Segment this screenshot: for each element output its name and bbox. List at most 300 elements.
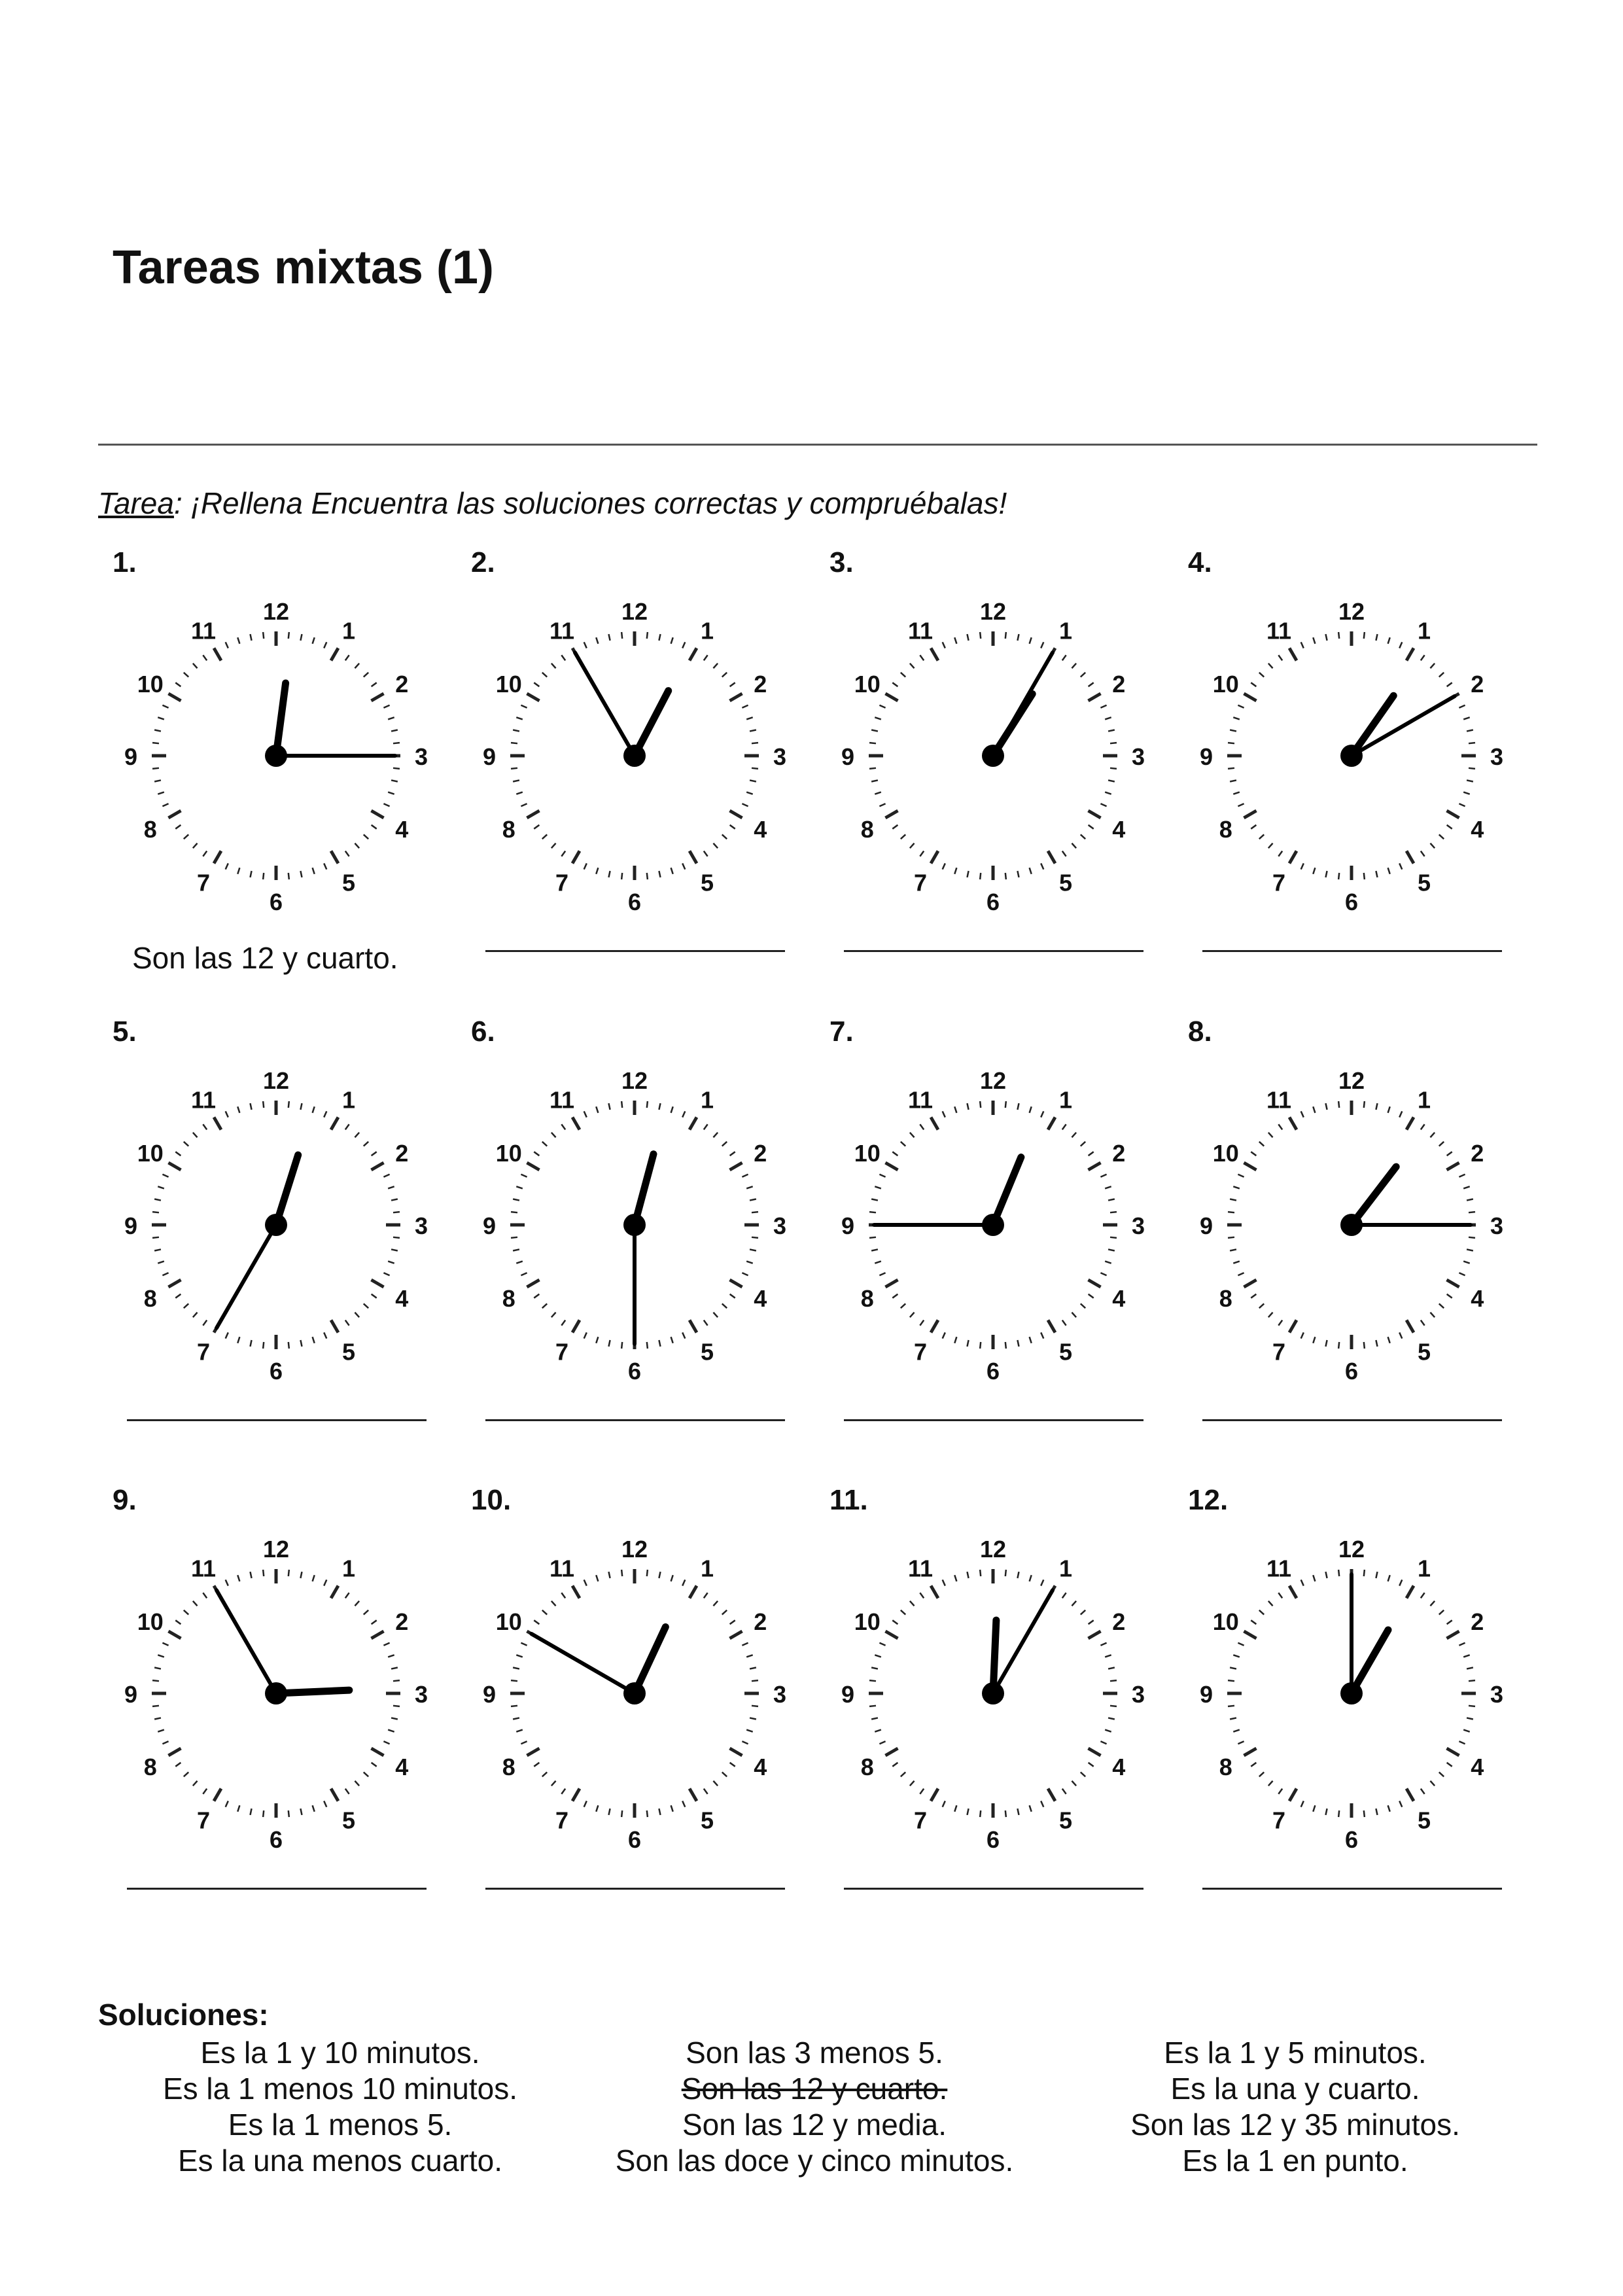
minute-tick — [542, 673, 547, 677]
dial-number: 11 — [1266, 617, 1292, 645]
clock-center — [623, 745, 646, 767]
minute-tick — [682, 1580, 685, 1585]
minute-tick — [1459, 1174, 1465, 1177]
clock-face — [829, 592, 1157, 919]
exercise-number: 12. — [1188, 1484, 1229, 1516]
minute-tick — [1268, 843, 1273, 848]
minute-tick — [1388, 1337, 1390, 1343]
dial-number: 10 — [854, 1140, 881, 1167]
minute-tick — [393, 1237, 400, 1238]
dial-number: 2 — [754, 1608, 767, 1635]
minute-tick — [671, 1575, 673, 1581]
minute-tick — [1105, 792, 1111, 794]
minute-tick — [1041, 1332, 1043, 1338]
dial-number: 3 — [773, 743, 787, 770]
minute-hand — [217, 1225, 276, 1328]
minute-tick — [1072, 843, 1076, 848]
minute-tick — [1376, 1572, 1377, 1578]
exercise-number: 5. — [113, 1016, 137, 1048]
minute-tick — [355, 1781, 359, 1786]
minute-tick — [511, 768, 517, 769]
clock-center — [1340, 1214, 1363, 1236]
minute-tick — [388, 1262, 394, 1263]
minute-tick — [551, 843, 556, 848]
minute-tick — [1313, 1805, 1315, 1812]
minute-tick — [534, 1294, 539, 1298]
minute-tick — [1399, 642, 1402, 648]
dial-number: 3 — [1490, 1681, 1504, 1708]
minute-tick — [1089, 825, 1094, 829]
minute-tick — [621, 1342, 622, 1349]
minute-tick — [1338, 1810, 1339, 1817]
hour-tick — [168, 1163, 181, 1170]
minute-tick — [193, 1313, 198, 1317]
minute-tick — [704, 655, 708, 660]
minute-tick — [682, 1332, 685, 1338]
dial-number: 6 — [627, 1826, 642, 1853]
clock-face — [471, 592, 798, 919]
minute-tick — [1430, 1133, 1435, 1137]
dial-number: 4 — [1112, 1754, 1126, 1780]
dial-number: 2 — [395, 1140, 409, 1167]
minute-tick — [647, 1810, 648, 1817]
minute-tick — [713, 1781, 718, 1786]
task-instruction — [98, 486, 1007, 521]
minute-tick — [713, 1133, 718, 1137]
minute-tick — [871, 1718, 878, 1719]
answer-line[interactable] — [1202, 1888, 1502, 1890]
minute-tick — [875, 1262, 881, 1263]
hour-tick — [885, 1631, 898, 1638]
minute-tick — [1230, 1249, 1236, 1250]
minute-tick — [1447, 825, 1452, 829]
answer-line[interactable] — [1202, 1419, 1502, 1421]
minute-tick — [1268, 1313, 1273, 1317]
minute-tick — [659, 871, 660, 877]
minute-tick — [313, 1106, 315, 1113]
minute-hand — [993, 652, 1053, 756]
answer-line[interactable] — [127, 1888, 427, 1890]
hour-tick — [729, 1748, 742, 1756]
hour-tick — [931, 1320, 938, 1332]
clock-face — [1188, 1061, 1515, 1388]
hour-tick — [885, 1748, 898, 1756]
minute-tick — [647, 1101, 648, 1108]
minute-tick — [1268, 1601, 1273, 1606]
dial-number: 9 — [482, 1681, 497, 1708]
minute-tick — [1313, 637, 1315, 644]
minute-tick — [388, 717, 394, 719]
minute-tick — [516, 717, 523, 719]
minute-tick — [1364, 1101, 1365, 1108]
task-label: Tarea — [98, 486, 174, 520]
hour-tick — [729, 811, 742, 818]
minute-tick — [250, 1103, 251, 1110]
minute-tick — [869, 1237, 876, 1238]
hour-tick — [331, 648, 338, 660]
minute-tick — [742, 804, 748, 806]
dial-number: 1 — [341, 1555, 356, 1582]
minute-tick — [1467, 730, 1473, 731]
hour-tick — [572, 851, 580, 863]
minute-tick — [742, 1273, 748, 1275]
clock-face — [113, 1061, 440, 1388]
minute-tick — [237, 868, 239, 874]
hour-tick — [1406, 851, 1414, 863]
minute-tick — [1399, 1801, 1402, 1807]
minute-tick — [263, 873, 264, 879]
minute-tick — [372, 1294, 377, 1298]
minute-tick — [730, 825, 735, 829]
minute-tick — [383, 804, 389, 806]
minute-tick — [1259, 1303, 1264, 1308]
answer-line[interactable] — [844, 950, 1143, 952]
minute-tick — [534, 682, 539, 686]
minute-tick — [513, 1249, 519, 1250]
clock-center — [1340, 1682, 1363, 1704]
minute-tick — [1376, 871, 1377, 877]
hour-tick — [1446, 811, 1459, 818]
minute-tick — [516, 1186, 523, 1188]
minute-tick — [184, 1303, 188, 1308]
minute-tick — [954, 1337, 956, 1343]
dial-number: 8 — [860, 1285, 874, 1312]
hour-tick — [1088, 1163, 1100, 1170]
minute-tick — [511, 1680, 517, 1681]
answer-line[interactable] — [485, 1419, 785, 1421]
minute-tick — [671, 1805, 673, 1812]
minute-tick — [1228, 1237, 1234, 1238]
minute-tick — [621, 1810, 622, 1817]
dial-number: 9 — [124, 1681, 138, 1708]
hour-tick — [729, 1163, 742, 1170]
minute-tick — [1439, 1772, 1444, 1776]
minute-tick — [226, 1111, 228, 1117]
dial-number: 11 — [907, 1555, 934, 1582]
clock-exercise — [471, 1484, 811, 1955]
task-text: : ¡Rellena Encuentra las soluciones correctas y compruébalas! — [173, 486, 1007, 520]
dial-number: 3 — [773, 1681, 787, 1708]
minute-tick — [730, 1294, 735, 1298]
dial-number: 10 — [137, 1608, 164, 1635]
minute-tick — [383, 1174, 389, 1177]
minute-tick — [263, 1342, 264, 1349]
minute-tick — [621, 632, 622, 639]
minute-tick — [1469, 768, 1475, 769]
hour-tick — [1048, 1117, 1055, 1129]
minute-tick — [920, 1124, 924, 1129]
clock-face — [829, 1061, 1157, 1388]
minute-tick — [1463, 1186, 1470, 1188]
minute-tick — [1089, 1763, 1094, 1767]
solution-item: Es la 1 y 5 minutos. — [1164, 2036, 1427, 2070]
minute-tick — [1399, 1111, 1402, 1117]
minute-tick — [1089, 682, 1094, 686]
dial-number: 10 — [1212, 671, 1239, 698]
minute-tick — [162, 1741, 168, 1744]
minute-tick — [193, 843, 198, 848]
hour-tick — [168, 811, 181, 818]
minute-tick — [158, 1655, 164, 1657]
minute-tick — [1301, 1801, 1304, 1807]
dial-number: 9 — [482, 743, 497, 770]
clock-exercise — [829, 546, 1170, 1017]
minute-tick — [1463, 792, 1470, 794]
minute-tick — [534, 825, 539, 829]
minute-tick — [1017, 1809, 1019, 1815]
minute-tick — [752, 1680, 758, 1681]
minute-tick — [372, 825, 377, 829]
minute-tick — [647, 1570, 648, 1576]
minute-tick — [1030, 1575, 1032, 1581]
minute-tick — [1089, 1152, 1094, 1156]
dial-number: 1 — [700, 1555, 714, 1582]
dial-number: 5 — [341, 1807, 356, 1834]
hour-tick — [1406, 1788, 1414, 1801]
minute-tick — [1251, 1620, 1256, 1624]
minute-tick — [1108, 1718, 1115, 1719]
minute-tick — [393, 1680, 400, 1681]
minute-tick — [746, 1186, 753, 1188]
minute-tick — [682, 1111, 685, 1117]
minute-tick — [1100, 804, 1106, 806]
dial-number: 4 — [1471, 1754, 1484, 1780]
minute-tick — [300, 1340, 302, 1347]
minute-tick — [1030, 1805, 1032, 1812]
dial-number: 5 — [1058, 869, 1073, 896]
minute-tick — [1268, 663, 1273, 668]
hour-tick — [931, 648, 938, 660]
minute-tick — [1388, 1805, 1390, 1812]
minute-tick — [521, 1174, 527, 1177]
clock-center — [265, 1682, 287, 1704]
minute-tick — [1278, 1593, 1282, 1598]
dial-number: 11 — [1266, 1086, 1292, 1114]
minute-tick — [671, 1106, 673, 1113]
minute-tick — [263, 632, 264, 639]
minute-tick — [1230, 1718, 1236, 1719]
minute-tick — [871, 780, 878, 781]
dial-number: 5 — [1417, 1338, 1431, 1366]
solution-item: Es la 1 en punto. — [1182, 2144, 1408, 2178]
answer-line[interactable] — [844, 1419, 1143, 1421]
hour-tick — [214, 851, 221, 863]
minute-tick — [516, 1262, 523, 1263]
minute-tick — [1030, 868, 1032, 874]
answer-line[interactable] — [127, 1419, 427, 1421]
dial-number: 7 — [913, 869, 928, 896]
clock-exercise — [1188, 546, 1528, 1017]
minute-tick — [1278, 1320, 1282, 1326]
minute-tick — [561, 1789, 565, 1794]
dial-number: 10 — [1212, 1608, 1239, 1635]
minute-tick — [158, 1730, 164, 1732]
hour-tick — [1406, 1320, 1414, 1332]
dial-number: 2 — [1112, 1608, 1126, 1635]
answer-line[interactable] — [1202, 950, 1502, 952]
solution-item: Es la 1 menos 5. — [228, 2108, 453, 2142]
dial-number: 12 — [621, 1536, 648, 1563]
minute-tick — [608, 1572, 610, 1578]
minute-tick — [659, 634, 660, 641]
hour-tick — [1048, 1788, 1055, 1801]
minute-tick — [288, 1810, 289, 1817]
minute-tick — [742, 1741, 748, 1744]
minute-tick — [1251, 1763, 1256, 1767]
minute-tick — [746, 1655, 753, 1657]
dial-number: 8 — [1219, 816, 1232, 843]
hour-tick — [331, 851, 338, 863]
hour-tick — [371, 694, 383, 701]
minute-tick — [1081, 834, 1085, 839]
hour-tick — [371, 1631, 383, 1638]
minute-tick — [901, 1303, 905, 1308]
minute-tick — [152, 768, 159, 769]
minute-tick — [704, 1593, 708, 1598]
minute-tick — [1233, 1655, 1240, 1657]
minute-tick — [1376, 1103, 1377, 1110]
dial-number: 6 — [627, 889, 642, 915]
dial-number: 9 — [1199, 1212, 1213, 1239]
minute-tick — [1463, 1730, 1470, 1732]
minute-tick — [250, 634, 251, 641]
dial-number: 2 — [1112, 1140, 1126, 1167]
minute-tick — [542, 1772, 547, 1776]
minute-tick — [967, 871, 968, 877]
answer-line[interactable] — [844, 1888, 1143, 1890]
dial-number: 12 — [621, 598, 648, 625]
minute-tick — [584, 1111, 587, 1117]
minute-tick — [154, 1199, 161, 1200]
minute-tick — [1463, 717, 1470, 719]
hour-tick — [527, 811, 539, 818]
minute-tick — [364, 1772, 368, 1776]
minute-tick — [203, 1320, 207, 1326]
exercise-number: 1. — [113, 546, 137, 578]
minute-tick — [237, 1575, 239, 1581]
minute-tick — [152, 1680, 159, 1681]
minute-tick — [879, 804, 885, 806]
minute-tick — [184, 673, 188, 677]
minute-hand — [531, 1634, 635, 1693]
minute-tick — [943, 863, 945, 869]
hour-tick — [1244, 1280, 1256, 1287]
dial-number: 4 — [395, 1754, 409, 1780]
answer-line[interactable] — [485, 950, 785, 952]
minute-hand — [575, 652, 635, 756]
minute-tick — [288, 873, 289, 879]
minute-tick — [175, 1152, 181, 1156]
hour-tick — [1406, 1585, 1414, 1598]
hour-tick — [885, 1163, 898, 1170]
minute-tick — [158, 1262, 164, 1263]
hour-tick — [1048, 851, 1055, 863]
hour-tick — [1289, 1585, 1297, 1598]
minute-tick — [1364, 873, 1365, 879]
minute-tick — [1062, 1320, 1066, 1326]
minute-tick — [561, 1124, 565, 1129]
hour-tick — [572, 1117, 580, 1129]
minute-tick — [730, 682, 735, 686]
minute-tick — [980, 1101, 981, 1108]
minute-tick — [954, 637, 956, 644]
dial-number: 10 — [854, 671, 881, 698]
minute-tick — [1017, 1103, 1019, 1110]
clock-center — [265, 1214, 287, 1236]
minute-tick — [1338, 1101, 1339, 1108]
dial-number: 11 — [549, 1086, 575, 1114]
minute-tick — [910, 1313, 915, 1317]
dial-number: 12 — [621, 1067, 648, 1094]
minute-tick — [383, 1643, 389, 1646]
solution-item: Es la 1 menos 10 minutos. — [162, 2072, 518, 2106]
hour-tick — [168, 1748, 181, 1756]
minute-tick — [875, 792, 881, 794]
minute-tick — [1072, 1133, 1076, 1137]
minute-tick — [1041, 642, 1043, 648]
hour-tick — [1446, 1748, 1459, 1756]
hour-tick — [527, 1163, 539, 1170]
minute-tick — [967, 1572, 968, 1578]
minute-tick — [313, 1575, 315, 1581]
clock-face — [113, 1530, 440, 1857]
dial-number: 4 — [1112, 816, 1126, 843]
minute-tick — [1325, 1809, 1327, 1815]
minute-tick — [1325, 1572, 1327, 1578]
minute-tick — [1301, 863, 1304, 869]
minute-hand — [217, 1590, 276, 1693]
minute-tick — [1030, 1106, 1032, 1113]
solutions-column — [98, 2035, 582, 2179]
hour-tick — [1244, 694, 1256, 701]
minute-tick — [263, 1810, 264, 1817]
dial-number: 12 — [1338, 598, 1365, 625]
minute-tick — [1421, 1593, 1425, 1598]
minute-tick — [875, 1186, 881, 1188]
minute-tick — [1089, 1620, 1094, 1624]
minute-tick — [345, 1124, 349, 1129]
minute-tick — [521, 1643, 527, 1646]
minute-tick — [1301, 1332, 1304, 1338]
minute-tick — [892, 1152, 898, 1156]
dial-number: 8 — [143, 1285, 157, 1312]
minute-tick — [892, 682, 898, 686]
minute-tick — [1259, 1772, 1264, 1776]
answer-line[interactable] — [485, 1888, 785, 1890]
minute-tick — [1447, 1763, 1452, 1767]
minute-tick — [355, 1601, 359, 1606]
dial-number: 8 — [860, 816, 874, 843]
dial-number: 10 — [854, 1608, 881, 1635]
minute-tick — [980, 873, 981, 879]
minute-tick — [869, 1680, 876, 1681]
minute-tick — [391, 1249, 398, 1250]
minute-tick — [1072, 1601, 1076, 1606]
minute-tick — [596, 1575, 598, 1581]
minute-tick — [1041, 863, 1043, 869]
minute-tick — [383, 705, 389, 708]
minute-tick — [659, 1340, 660, 1347]
hour-tick — [689, 648, 697, 660]
dial-number: 5 — [700, 1807, 714, 1834]
minute-tick — [175, 825, 181, 829]
minute-tick — [1313, 1337, 1315, 1343]
hour-tick — [572, 1788, 580, 1801]
minute-tick — [1251, 682, 1256, 686]
hour-tick — [331, 1788, 338, 1801]
page-title: Tareas mixtas (1) — [113, 241, 494, 294]
minute-tick — [1005, 1342, 1006, 1349]
